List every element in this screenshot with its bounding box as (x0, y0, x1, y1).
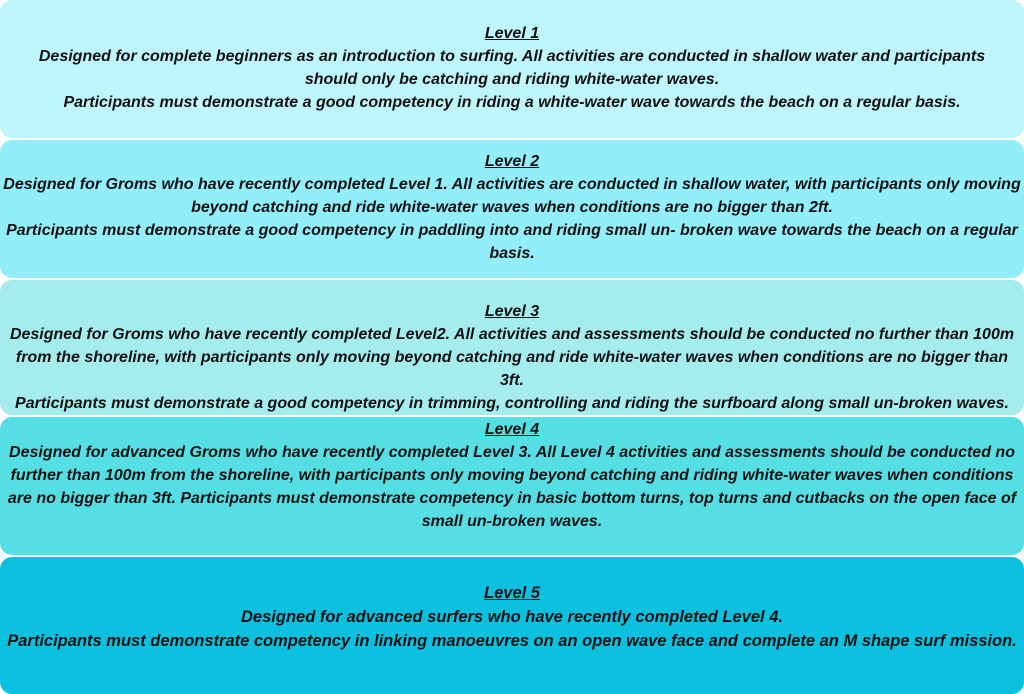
level-2-title: Level 2 (484, 153, 540, 170)
level-5-panel (0, 557, 1024, 694)
level-1-requirement: Participants must demonstrate a good competency in riding a white-water wave towards the beach on a regular basis. (63, 94, 961, 111)
level-3-requirement: Participants must demonstrate a good competency in trimming, controlling and riding the surfboard along small un-broken waves. (15, 395, 1009, 412)
level-4-description: Designed for advanced Groms who have recently completed Level 3. All Level 4 activities and assessments should be conducted no further than 100m from the shoreline, with participants only moving beyond catching and riding white-water waves when conditions are no bigger than 3ft. Participants must demonstrate competency in basic bottom turns, top turns and cutbacks on the open face of small un-broken waves. (7, 444, 1017, 530)
level-5-requirement: Participants must demonstrate competency in linking manoeuvres on an open wave face and complete an M shape surf mission. (7, 632, 1017, 650)
level-3-description: Designed for Groms who have recently completed Level2. All activities and assessments should be conducted no further than 100m from the shoreline, with participants only moving beyond catching and ride white-water waves when conditions are no bigger than 3ft. (9, 326, 1015, 389)
level-5-title: Level 5 (484, 584, 540, 602)
level-1-panel (0, 0, 1024, 138)
level-1-title: Level 1 (484, 25, 540, 42)
level-5-description: Designed for advanced surfers who have recently completed Level 4. (241, 608, 783, 626)
level-2-requirement: Participants must demonstrate a good competency in paddling into and riding small un- broken wave towards the beach on a regular basis. (6, 222, 1018, 262)
level-4-panel (0, 417, 1024, 555)
level-3-panel (0, 280, 1024, 415)
level-3-title: Level 3 (484, 303, 540, 320)
level-2-description: Designed for Groms who have recently completed Level 1. All activities are conducted in shallow water, with participants only moving beyond catching and ride white-water waves when conditions are no bigger than 2ft. (3, 176, 1021, 216)
level-2-panel (0, 140, 1024, 278)
level-4-title: Level 4 (484, 421, 540, 438)
level-1-description: Designed for complete beginners as an introduction to surfing. All activities are conducted in shallow water and participants should only be catching and riding white-water waves. (38, 48, 986, 88)
